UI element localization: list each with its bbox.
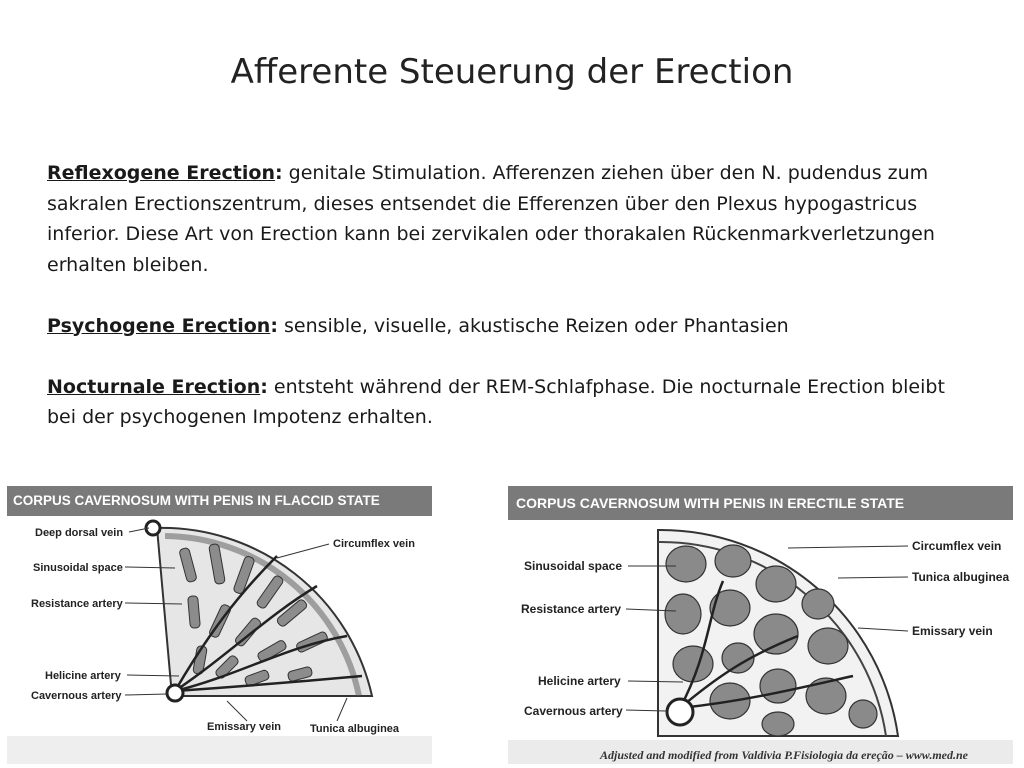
figure-credit: Adjusted and modified from Valdivia P.Fisiologia da ereção – www.med.ne xyxy=(600,748,969,762)
label-tunica-albuginea: Tunica albuginea xyxy=(912,570,1010,584)
label-helicine-artery: Helicine artery xyxy=(538,674,621,688)
paragraph-nocturnale xyxy=(47,372,977,433)
paragraph-text: sensible, visuelle, akustische Reizen oder Phantasien xyxy=(277,314,789,337)
figure-erectile-banner: CORPUS CAVERNOSUM WITH PENIS IN ERECTILE STATE xyxy=(508,486,1013,520)
figure-flaccid xyxy=(7,486,432,764)
label-circumflex-vein: Circumflex vein xyxy=(333,538,415,550)
paragraph-reflexogene xyxy=(47,158,977,280)
label-deep-dorsal-vein: Deep dorsal vein xyxy=(35,527,124,539)
paragraph-text: genitale Stimulation. Afferenzen ziehen über den N. pudendus zum sakralen Erectionszentrum, dieses entsendet die Efferenzen über den Plexus hypogastricus inferior. Diese Art von Erection kann bei zervikalen oder thorakalen Rückenmarkverletzungen erhalten bleiben. xyxy=(47,162,935,276)
figure-flaccid-banner: CORPUS CAVERNOSUM WITH PENIS IN FLACCID STATE xyxy=(7,486,432,516)
cavernous-artery-icon xyxy=(167,685,183,701)
term-nocturnale: Nocturnale Erection xyxy=(47,375,261,398)
colon: : xyxy=(260,375,268,398)
flaccid-diagram xyxy=(7,486,432,764)
label-sinusoidal-space: Sinusoidal space xyxy=(33,562,123,574)
label-emissary-vein: Emissary vein xyxy=(207,721,281,733)
cavernous-artery-icon xyxy=(667,699,693,725)
slide-body xyxy=(47,158,977,463)
label-tunica-albuginea: Tunica albuginea xyxy=(310,723,400,735)
label-resistance-artery: Resistance artery xyxy=(521,602,622,616)
colon: : xyxy=(274,162,283,184)
colon: : xyxy=(270,314,278,337)
term-reflexogene: Reflexogene Erection xyxy=(47,162,275,184)
label-helicine-artery: Helicine artery xyxy=(45,670,121,682)
label-circumflex-vein: Circumflex vein xyxy=(912,539,1002,553)
paragraph-text: entsteht während der REM-Schlafphase. Die nocturnale Erection bleibt bei der psychogenen Impotenz erhalten. xyxy=(47,375,945,428)
erectile-diagram xyxy=(508,486,1013,764)
label-emissary-vein: Emissary vein xyxy=(912,624,993,638)
figure-erectile xyxy=(508,486,1013,764)
footer-band xyxy=(7,736,432,764)
term-psychogene: Psychogene Erection xyxy=(47,314,271,337)
label-sinusoidal-space: Sinusoidal space xyxy=(524,559,623,573)
paragraph-psychogene xyxy=(47,311,977,342)
label-resistance-artery: Resistance artery xyxy=(31,598,123,610)
label-cavernous-artery: Cavernous artery xyxy=(524,704,623,718)
slide-title: Afferente Steuerung der Erection xyxy=(230,52,794,92)
label-cavernous-artery: Cavernous artery xyxy=(31,690,122,702)
